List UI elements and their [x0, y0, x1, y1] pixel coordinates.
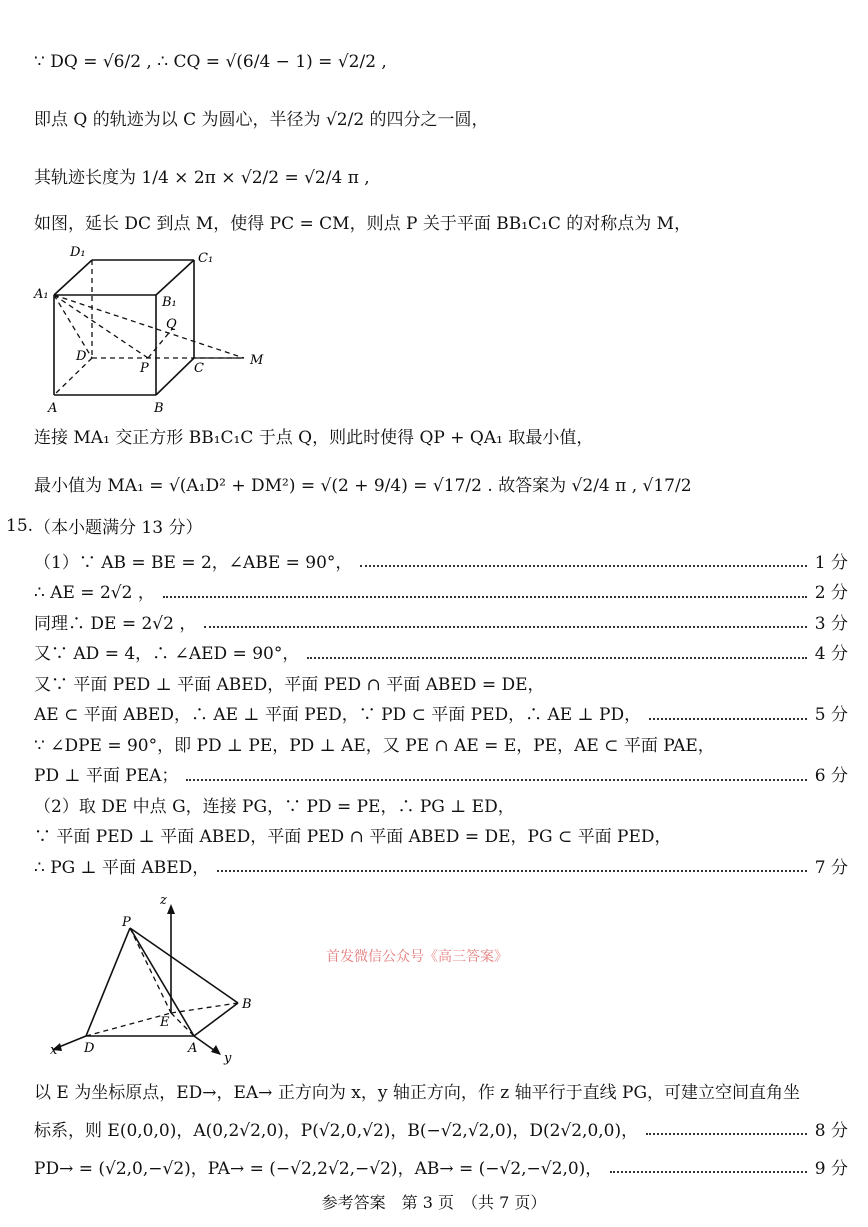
score-label: 3 分: [814, 613, 848, 634]
score-label: 4 分: [814, 644, 848, 664]
leader-dots: [217, 858, 807, 872]
score-label: 6 分: [814, 766, 848, 786]
label-z: z: [160, 893, 167, 908]
solution-text: 同理∴ DE = 2√2 ，: [34, 613, 197, 634]
label-E: E: [160, 1015, 170, 1030]
leader-dots: [646, 1121, 807, 1135]
score-label: 7 分: [814, 857, 848, 878]
label-D: D: [84, 1041, 95, 1056]
question-number: 15.: [6, 516, 34, 536]
leader-dots: [163, 584, 807, 598]
score-label: 8 分: [814, 1120, 848, 1141]
solution-text: ∵ 平面 PED ⊥ 平面 ABED，平面 PED ∩ 平面 ABED = DE，PG ⊂ 平面 PED，: [34, 827, 672, 847]
leader-dots: [204, 614, 806, 628]
label-y: y: [224, 1051, 232, 1066]
leader-dots: [307, 645, 806, 659]
solution-line: 连接 MA₁ 交正方形 BB₁C₁C 于点 Q，则此时使得 QP + QA₁ 取最小值，: [34, 428, 594, 448]
label-C1: C₁: [198, 251, 214, 266]
label-D: D: [76, 349, 87, 364]
label-A: A: [188, 1041, 198, 1056]
score-label: 1 分: [814, 552, 848, 573]
solution-row: [34, 1116, 848, 1140]
solution-line: 其轨迹长度为 1/4 × 2π × √2/2 = √2/4 π ,: [34, 168, 370, 188]
page-footer: 参考答案 第 3 页 （共 7 页）: [321, 1193, 547, 1212]
solution-row: [34, 1078, 848, 1102]
label-P: P: [122, 915, 131, 930]
pyramid-diagram: [40, 890, 280, 1070]
solution-text: PD→ = (√2,0,−√2)，PA→ = (−√2,2√2,−√2)，AB→ = (−√2,−√2,0)，: [34, 1158, 603, 1179]
leader-dots: [610, 1159, 806, 1173]
cube-diagram: [30, 240, 280, 420]
solution-line: 如图，延长 DC 到点 M，使得 PC = CM，则点 P 关于平面 BB₁C₁C 的对称点为 M，: [34, 214, 692, 234]
solution-row: [34, 670, 848, 694]
solution-text: ∴ PG ⊥ 平面 ABED，: [34, 857, 210, 878]
solution-line: 最小值为 MA₁ = √(A₁D² + DM²) = √(2 + 9/4) = √17/2 . 故答案为 √2/4 π , √17/2: [34, 476, 692, 496]
score-label: 9 分: [814, 1158, 848, 1179]
label-M: M: [250, 353, 264, 368]
solution-row: [34, 609, 848, 633]
watermark: 首发微信公众号《高三答案》: [326, 949, 508, 965]
label-P: P: [140, 361, 149, 376]
label-B1: B₁: [162, 295, 177, 310]
solution-text: 标系，则 E(0,0,0)，A(0,2√2,0)，P(√2,0,√2)，B(−√2,√2,0)，D(2√2,0,0)，: [34, 1120, 639, 1141]
solution-row: [34, 579, 848, 603]
question-header: （本小题满分 13 分）: [34, 518, 203, 538]
score-label: 2 分: [814, 583, 848, 603]
label-x: x: [50, 1043, 58, 1058]
solution-line: 即点 Q 的轨迹为以 C 为圆心，半径为 √2/2 的四分之一圆，: [34, 110, 489, 130]
leader-dots: [649, 706, 807, 720]
solution-text: AE ⊂ 平面 ABED，∴ AE ⊥ 平面 PED，∵ PD ⊂ 平面 PED，∴ AE ⊥ PD，: [34, 705, 642, 725]
solution-text: 以 E 为坐标原点，ED→，EA→ 正方向为 x，y 轴正方向，作 z 轴平行于直线 PG，可建立空间直角坐: [34, 1082, 801, 1103]
leader-dots: [186, 767, 806, 781]
solution-row: [34, 762, 848, 786]
solution-row: [34, 701, 848, 725]
solution-text: PD ⊥ 平面 PEA；: [34, 766, 179, 786]
label-B: B: [154, 401, 164, 416]
solution-row: [34, 548, 848, 572]
label-D1: D₁: [70, 245, 86, 260]
label-C: C: [194, 361, 204, 376]
solution-line: ∵ DQ = √6/2 , ∴ CQ = √(6/4 − 1) = √2/2 ,: [34, 52, 387, 72]
solution-text: （1）∵ AB = BE = 2，∠ABE = 90°，: [34, 552, 353, 573]
solution-row: [34, 731, 848, 755]
leader-dots: [360, 553, 806, 567]
label-A: A: [48, 401, 58, 416]
solution-text: ∵ ∠DPE = 90°，即 PD ⊥ PE，PD ⊥ AE，又 PE ∩ AE = E，PE，AE ⊂ 平面 PAE，: [34, 735, 715, 756]
solution-text: ∴ AE = 2√2 ，: [34, 583, 155, 603]
solution-text: 又∵ AD = 4，∴ ∠AED = 90°，: [34, 644, 300, 664]
label-B: B: [242, 997, 252, 1012]
solution-text: 又∵ 平面 PED ⊥ 平面 ABED，平面 PED ∩ 平面 ABED = DE，: [34, 674, 545, 695]
solution-row: [34, 640, 848, 664]
solution-row: [34, 823, 848, 847]
label-Q: Q: [166, 317, 177, 332]
score-label: 5 分: [814, 705, 848, 725]
solution-text: （2）取 DE 中点 G，连接 PG，∵ PD = PE，∴ PG ⊥ ED，: [34, 796, 515, 817]
solution-row: [34, 853, 848, 877]
solution-row: [34, 1154, 848, 1178]
solution-row: [34, 792, 848, 816]
label-A1: A₁: [34, 287, 49, 302]
